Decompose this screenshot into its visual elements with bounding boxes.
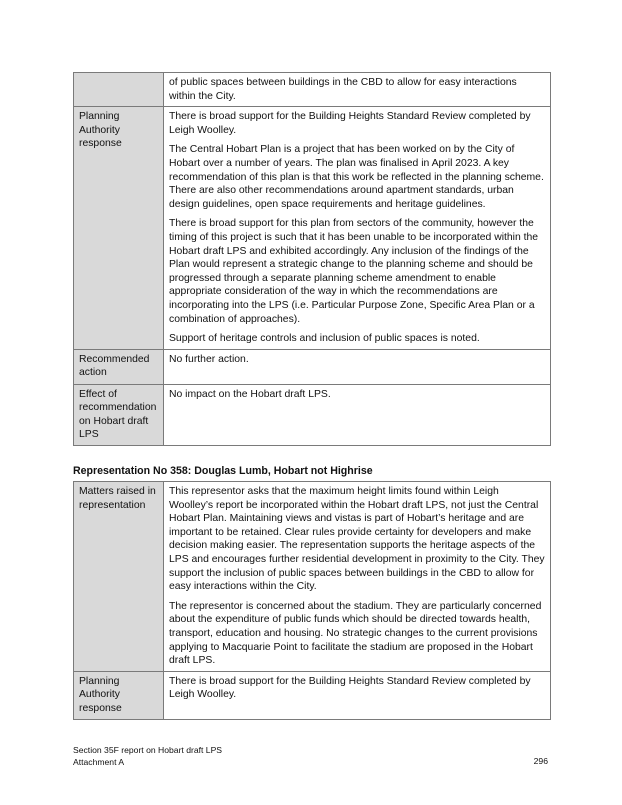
planning-authority-label: Planning Authority response bbox=[74, 107, 164, 350]
footer-attachment: Attachment A bbox=[73, 756, 125, 767]
response-paragraph: The Central Hobart Plan is a project that has been worked on by the City of Hobart over a number of years. The plan was finalised in April 2023. A key recommendation of this plan is that this work be reflected in the planning scheme. There are also other recommendations around apartment standards, urban design guidelines, open space requirements and heritage guidelines. bbox=[169, 144, 544, 210]
planning-authority-response bbox=[164, 671, 551, 719]
recommended-action-label: Recommended action bbox=[74, 349, 164, 384]
planning-authority-response bbox=[164, 107, 551, 350]
table-row bbox=[74, 384, 551, 445]
response-paragraph: Support of heritage controls and inclusion of public spaces is noted. bbox=[169, 333, 480, 345]
effect-value: No impact on the Hobart draft LPS. bbox=[164, 384, 551, 445]
matters-paragraph: This representor asks that the maximum height limits found within Leigh Woolley’s report be incorporated within the Hobart draft LPS, not just the Central Hobart Plan. Maintaining views and vistas is part of Hobart’s heritage and are important to be retained. Clear rules provide certainty for developers and make decision making easier. The representation supports the heritage aspects of the LPS and encourages further residential development in proximity to the City. They support the inclusion of public spaces between buildings in the CBD to allow for easy interactions within the City. bbox=[169, 486, 545, 593]
table-row bbox=[74, 107, 551, 350]
table-row bbox=[74, 349, 551, 384]
footer-report-title: Section 35F report on Hobart draft LPS bbox=[73, 745, 223, 755]
response-paragraph: There is broad support for the Building Heights Standard Review completed by Leigh Woolley. bbox=[169, 675, 531, 701]
matters-raised-label: Matters raised in representation bbox=[74, 482, 164, 672]
table-row bbox=[74, 482, 551, 672]
continued-text: of public spaces between buildings in the CBD to allow for easy interactions within the City. bbox=[169, 77, 517, 102]
recommended-action-value: No further action. bbox=[164, 349, 551, 384]
effect-label: Effect of recommendation on Hobart draft LPS bbox=[74, 384, 164, 445]
representation-table bbox=[73, 481, 551, 720]
matters-paragraph: The representor is concerned about the stadium. They are particularly concerned about the expenditure of public funds which should be directed towards health, transport, education and housing. No strategic changes to the current provisions applying to Macquarie Point to facilitate the stadium are proposed in the Hobart draft LPS. bbox=[169, 600, 542, 667]
table-row bbox=[74, 73, 551, 107]
response-paragraph: There is broad support for this plan from sectors of the community, however the timing of this project is such that it has been unable to be incorporated within the Hobart draft LPS and exhibited accordingly. Any inclusion of the findings of the Plan would represent a strategic change to the planning scheme and should be progressed through a separate planning scheme amendment to enable appropriate consideration of the way in which the recommendations are incorporating into the LPS (i.e. Particular Purpose Zone, Specific Area Plan or a combination of approaches). bbox=[169, 218, 539, 325]
response-table-continued bbox=[73, 72, 551, 446]
empty-label-cell bbox=[74, 73, 164, 107]
page-number: 296 bbox=[533, 756, 548, 766]
planning-authority-label: Planning Authority response bbox=[74, 671, 164, 719]
representation-heading: Representation No 358: Douglas Lumb, Hobart not Highrise bbox=[73, 465, 373, 477]
page-footer bbox=[73, 745, 222, 768]
continued-text-cell bbox=[164, 73, 551, 107]
matters-raised-value bbox=[164, 482, 551, 672]
table-row bbox=[74, 671, 551, 719]
response-paragraph: There is broad support for the Building Heights Standard Review completed by Leigh Woolley. bbox=[169, 111, 531, 136]
